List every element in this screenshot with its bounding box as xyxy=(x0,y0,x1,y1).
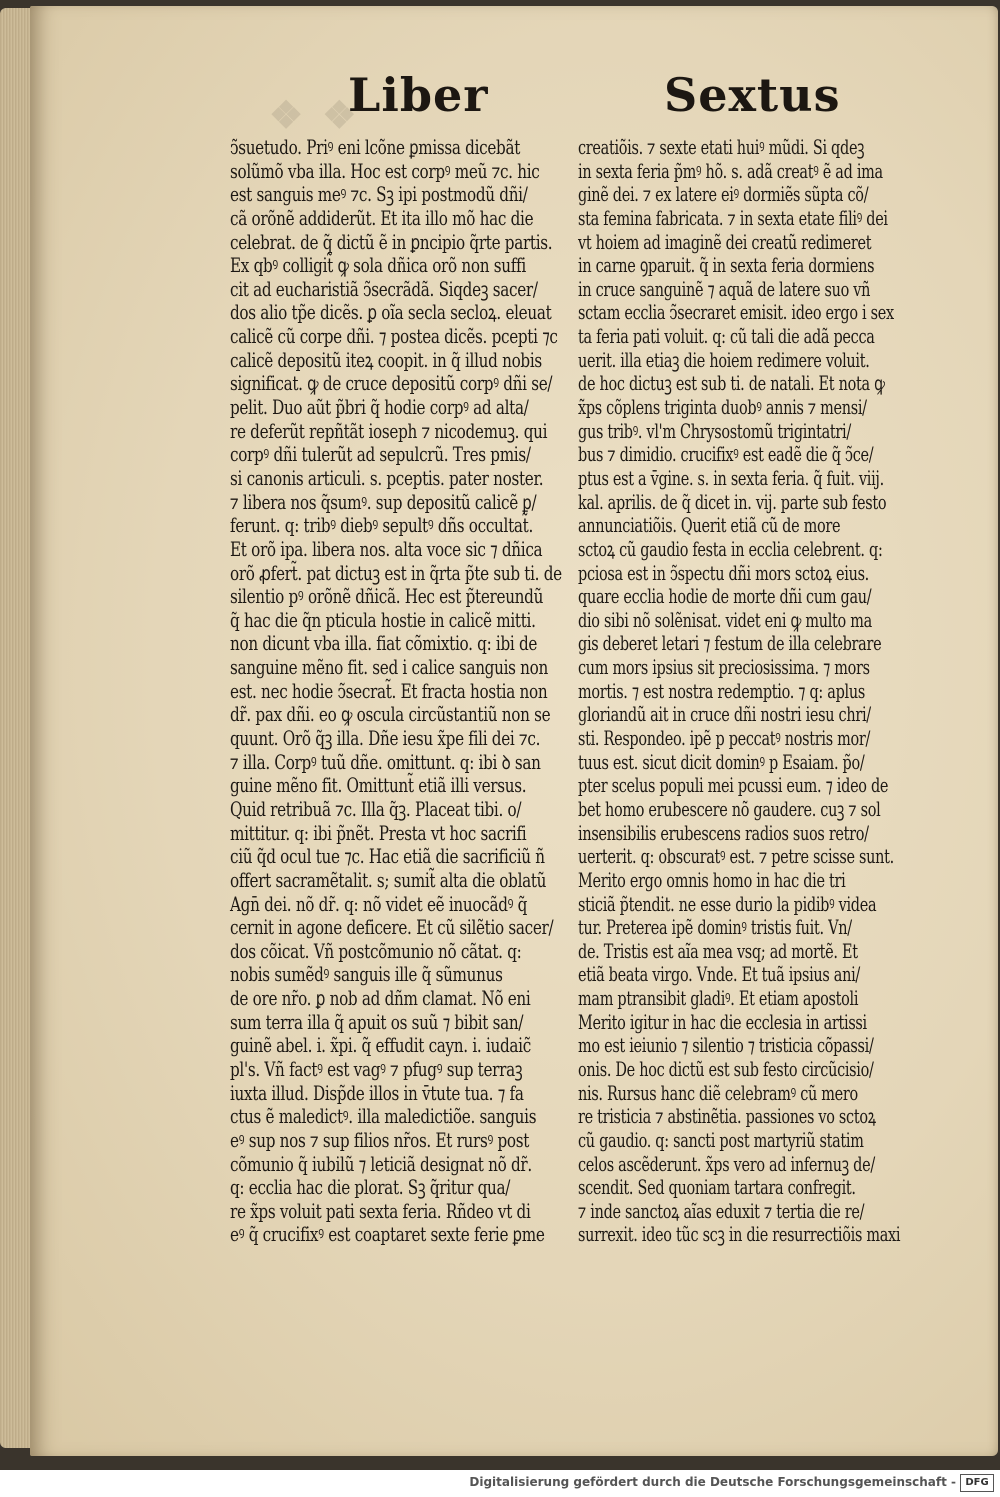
text-line: ⁊ inde sanctoꝝ aĩas eduxit ⁊ tertia die re/ xyxy=(578,1199,865,1223)
text-line: solũmõ vba illa. Hoc est corpꝰ meũ ⁊c. hic xyxy=(230,159,540,183)
text-line: sti. Respondeo. ipẽ p peccatꝰ nostris mor/ xyxy=(578,727,871,751)
text-line: sta femina fabricata. ⁊ in sexta etate filiꝰ dei xyxy=(578,206,888,230)
text-line: offert sacramẽtalit. s; sumit̃ alta die oblatũ xyxy=(230,868,547,892)
text-line: ciũ q̃d ocul tue ⁊c. Hac etiã die sacrificiũ ñ xyxy=(230,845,545,869)
running-header xyxy=(30,68,998,128)
text-line: uerterit. q: obscuratꝰ est. ⁊ petre scisse sunt. xyxy=(578,845,894,869)
text-line: nobis sumẽdꝰ sanguis ille q̃ sũmunus xyxy=(230,963,503,987)
text-line: eꝰ sup nos ⁊ sup filios nr̃os. Et rursꝰ post xyxy=(230,1128,530,1152)
text-line: q̃ hac die q̃n pticula hostie in calicẽ mitti. xyxy=(230,608,536,632)
text-line: sctoꝝ cũ gaudio festa in ecclia celebrent. q: xyxy=(578,537,883,561)
digitization-footer xyxy=(0,1470,1000,1497)
text-line: ⁊ libera nos q̃sumꝰ. sup depositũ calicẽ ꝑ/ xyxy=(230,490,537,514)
text-line: significat. ꝙ de cruce depositũ corpꝰ dñi se/ xyxy=(230,372,553,396)
text-line: quunt. Orõ q̃ꝫ illa. Dñe iesu x̃pe fili dei ⁊c. xyxy=(230,727,541,751)
text-line: mortis. ⁊ est nostra redemptio. ⁊ q: aplus xyxy=(578,679,865,703)
text-line: surrexit. ideo tũc scꝫ in die resurrectiõis maxi xyxy=(578,1223,901,1247)
text-line: annunciatiõis. Querit etiã cũ de more xyxy=(578,514,841,538)
text-line: Ex qbꝰ colligit̃ ꝙ sola dñica orõ non suffi xyxy=(230,254,526,278)
text-line: x̃ps cõplens triginta duobꝰ annis ⁊ mensi/ xyxy=(578,396,867,420)
footer-credit: Digitalisierung gefördert durch die Deutsche Forschungsgemeinschaft - xyxy=(469,1475,956,1489)
text-line: ptus est a v̄gine. s. in sexta feria. q̃ fuit. viij. xyxy=(578,466,884,490)
text-line: silentio pꝰ orõnẽ dñicã. Hec est p̃tereundũ xyxy=(230,585,544,609)
text-line: mittitur. q: ibi p̃nẽt. Presta vt hoc sacrifi xyxy=(230,821,527,845)
text-line: gis deberet letari ⁊ festum de illa celebrare xyxy=(578,632,882,656)
text-line: bet homo erubescere nõ gaudere. cuꝫ ⁊ sol xyxy=(578,797,881,821)
text-line: Agn̄ dei. nõ dr̃. q: nõ videt eẽ inuocãdꝰ q̃ xyxy=(230,892,528,916)
text-line: Quid retribuã ⁊c. Illa q̃ꝫ. Placeat tibi. o/ xyxy=(230,797,522,821)
text-line: tuus est. sicut dicit dominꝰ p Esaiam. p̃o/ xyxy=(578,750,865,774)
text-line: mo est ieiunio ⁊ silentio ⁊ tristicia cõpassi/ xyxy=(578,1034,874,1058)
text-line: cum mors ipsius sit preciosissima. ⁊ mors xyxy=(578,656,870,680)
text-line: vt hoiem ad imaginẽ dei creatũ redimeret xyxy=(578,230,872,254)
text-line: guinẽ abel. i. x̃pi. q̃ effudit cayn. i. iudaic̃ xyxy=(230,1034,531,1058)
text-line: scendit. Sed quoniam tartara confregit. xyxy=(578,1176,856,1200)
text-line: re deferũt repñtãt ioseph ⁊ nicodemuꝫ. qui xyxy=(230,419,548,443)
text-line: Merito igitur in hac die ecclesia in artissi xyxy=(578,1010,867,1034)
text-line: q: ecclia hac die plorat. Sꝫ q̃ritur qua/ xyxy=(230,1176,511,1200)
text-line: calicẽ depositũ iteꝝ coopit. in q̃ illud nobis xyxy=(230,348,542,372)
text-line: est. nec hodie ↄ̃secrat̃. Et fracta hostia non xyxy=(230,679,548,703)
text-line: calicẽ cũ corpe dñi. ⁊ postea dicẽs. pcepti ⁊c xyxy=(230,325,558,349)
text-line: corpꝰ dñi tulerũt ad sepulcrũ. Tres pmis/ xyxy=(230,443,531,467)
text-line: kal. aprilis. de q̃ dicet in. vij. parte sub festo xyxy=(578,490,887,514)
text-line: pter scelus populi mei pcussi eum. ⁊ ideo de xyxy=(578,774,889,798)
text-line: de hoc dictuꝫ est sub ti. de natali. Et nota ꝙ xyxy=(578,372,885,396)
text-line: sum terra illa q̃ apuit os suũ ⁊ bibit san/ xyxy=(230,1010,524,1034)
text-line: celos ascẽderunt. x̃ps vero ad infernuꝫ de/ xyxy=(578,1152,875,1176)
text-line: celebrat. de q̃ dictũ ẽ in ꝑncipio q̃rte partis. xyxy=(230,230,553,254)
text-line: dos cõicat. Vñ postcõmunio nõ cãtat. q: xyxy=(230,939,522,963)
text-column-right xyxy=(578,136,938,1247)
text-line: in cruce sanguinẽ ⁊ aquã de latere suo vñ xyxy=(578,277,871,301)
text-line: cernit in agone deficere. Et cũ silẽtio sacer/ xyxy=(230,916,554,940)
text-line: cit ad eucharistiã ↄ̃secrãdã. Siqdeꝫ sacer/ xyxy=(230,277,538,301)
text-line: pl's. Vñ factꝰ est vagꝰ ⁊ pfugꝰ sup terraꝫ xyxy=(230,1057,523,1081)
text-line: Merito ergo omnis homo in hac die tri xyxy=(578,868,846,892)
text-line: ferunt. q: tribꝰ diebꝰ sepultꝰ dñs occultat̃. xyxy=(230,514,533,538)
text-line: sanguine mẽno fit. sed i calice sanguis non xyxy=(230,656,548,680)
header-left: Liber xyxy=(348,68,489,122)
text-line: insensibilis erubescens radios suos retro/ xyxy=(578,821,869,845)
text-line: nis. Rursus hanc diẽ celebramꝰ cũ mero xyxy=(578,1081,858,1105)
text-line: sticiã p̃tendit. ne esse durio la pidibꝰ videa xyxy=(578,892,877,916)
text-line: pciosa est in ↄ̃spectu dñi mors sctoꝝ eius. xyxy=(578,561,869,585)
text-line: gus tribꝰ. vl'm Chrysostomũ trigintatri/ xyxy=(578,419,851,443)
text-line: dos alio tp̃e dicẽs. ꝑ oĩa secla secloꝝ. eleuat xyxy=(230,301,552,325)
text-line: quare ecclia hodie de morte dñi cum gau/ xyxy=(578,585,872,609)
text-line: cõmunio q̃ iubilũ ⁊ leticiã designat nõ dr̃. xyxy=(230,1152,532,1176)
text-line: est sanguis meꝰ ⁊c. Sꝫ ipi postmodũ dñi/ xyxy=(230,183,528,207)
text-line: cũ gaudio. q: sancti post martyriũ statim xyxy=(578,1128,864,1152)
text-line: sctam ecclia ↄ̃secraret emisit. ideo ergo i sex xyxy=(578,301,894,325)
text-line: re x̃ps voluit pati sexta feria. Rñdeo vt di xyxy=(230,1199,531,1223)
dfg-logo: DFG xyxy=(960,1474,994,1492)
text-line: Et orõ ipa. libera nos. alta voce sic ⁊ dñica xyxy=(230,537,543,561)
text-line: ta feria pati voluit. q: cũ tali die adã pecca xyxy=(578,325,875,349)
text-line: iuxta illud. Disp̃de illos in v̄tute tua. ⁊ fa xyxy=(230,1081,524,1105)
text-line: eꝰ q̃ crucifixꝰ est coaptaret sexte ferie ꝑme xyxy=(230,1223,545,1247)
text-line: in carne ꝯparuit. q̃ in sexta feria dormiens xyxy=(578,254,875,278)
text-line: ↄ̃suetudo. Priꝰ eni lcõne ꝑmissa dicebãt xyxy=(230,136,521,159)
text-line: re tristicia ⁊ abstinẽtia. passiones vo sctoꝝ xyxy=(578,1105,876,1129)
book-page xyxy=(30,6,998,1456)
text-line: mam ptransibit gladiꝰ. Et etiam apostoli xyxy=(578,987,859,1011)
text-line: guine mẽno fit. Omittunt̃ etiã illi versus. xyxy=(230,774,527,798)
text-line: tur. Preterea ipẽ dominꝰ tristis fuit. Vn/ xyxy=(578,916,852,940)
text-line: creatiõis. ⁊ sexte etati huiꝰ mũdi. Si qdeꝫ xyxy=(578,136,865,159)
text-line: dio sibi nõ solẽnisat. videt eni ꝙ multo ma xyxy=(578,608,872,632)
header-right: Sextus xyxy=(664,68,841,122)
text-line: onis. De hoc dictũ est sub festo circũcisio/ xyxy=(578,1057,874,1081)
text-line: dr̃. pax dñi. eo ꝙ oscula circũstantiũ non se xyxy=(230,703,551,727)
text-line: non dicunt vba illa. fiat cõmixtio. q: ibi de xyxy=(230,632,538,656)
text-line: gloriandũ ait in cruce dñi nostri iesu chri/ xyxy=(578,703,871,727)
text-column-left xyxy=(230,136,570,1247)
text-line: ginẽ dei. ⁊ ex latere eiꝰ dormiẽs sũpta cõ/ xyxy=(578,183,869,207)
text-line: pelit. Duo aũt p̃bri q̃ hodie corpꝰ ad alta/ xyxy=(230,396,529,420)
text-line: orõ ꝓfert̃. pat dictuꝫ est in q̃rta p̃te sub ti. de xyxy=(230,561,562,585)
text-line: de. Tristis est aĩa mea vsq; ad mortẽ. Et xyxy=(578,939,858,963)
text-line: si canonis articuli. s. pceptis. pater noster. xyxy=(230,466,544,490)
text-line: cã orõnẽ addiderũt. Et ita illo mõ hac die xyxy=(230,206,534,230)
text-line: etiã beata virgo. Vnde. Et tuã ipsius ani/ xyxy=(578,963,860,987)
text-line: ctus ẽ maledictꝰ. illa maledictiõe. sanguis xyxy=(230,1105,537,1129)
text-line: bus ⁊ dimidio. crucifixꝰ est eadẽ die q̃ ↄ̃ce/ xyxy=(578,443,874,467)
text-line: uerit. illa etiaꝫ die hoiem redimere voluit. xyxy=(578,348,870,372)
text-line: ⁊ illa. Corpꝰ tuũ dñe. omittunt. q: ibi ꝺ san xyxy=(230,750,541,774)
text-line: in sexta feria p̃mꝰ hõ. s. adã creatꝰ ẽ ad ima xyxy=(578,159,883,183)
text-line: de ore nr̃o. ꝑ nob ad dñm clamat. Nõ eni xyxy=(230,987,531,1011)
show-through-bleed: ❖ ❖ xyxy=(266,92,357,137)
